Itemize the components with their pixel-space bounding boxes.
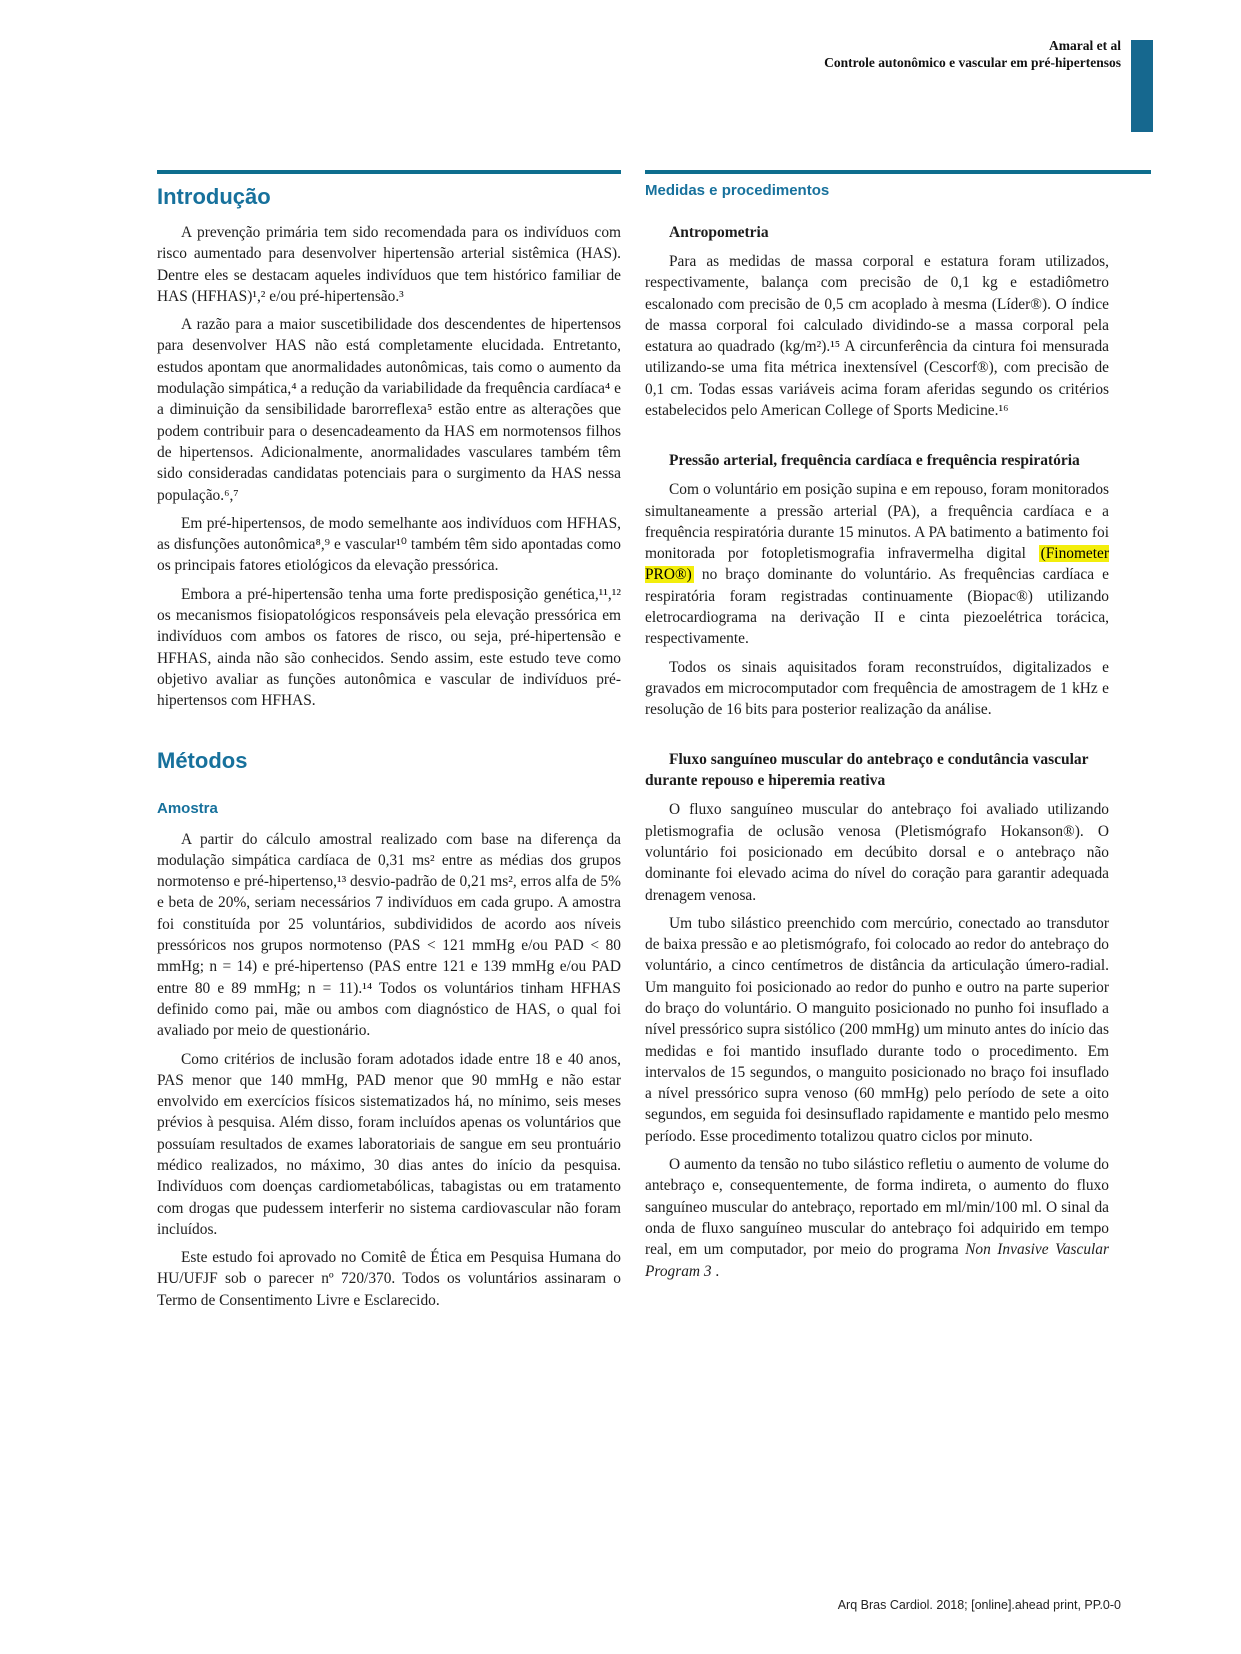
header-running-title: Controle autonômico e vascular em pré-hipertensos [824,55,1121,70]
intro-paragraph-3: Em pré-hipertensos, de modo semelhante aos indivíduos com HFHAS, as disfunções autonômica⁸,⁹ e vascular¹⁰ também têm sido apontadas como os principais fatores etiológicos da elevação pressórica. [157,514,621,575]
program-name-italic: Non Invasive Vascular Program 3 [645,1241,1109,1280]
flow-text-after-italic: . [711,1262,720,1280]
two-column-body [157,170,1109,1318]
right-column [645,170,1109,1318]
bp-text-before-highlight: Com o voluntário em posição supina e em repouso, foram monitorados simultaneamente a pressão arterial (PA), a frequência cardíaca e a frequência respiratória durante 15 minutos. A PA batimento a batimento foi monitorada por fotopletismografia infravermelha digital [645,481,1109,563]
left-column-rule [157,170,621,174]
blood-flow-paragraph-2: Um tubo silástico preenchido com mercúrio, conectado ao transdutor de baixa pressão e ao pletismógrafo, foi colocado ao redor do antebraço do voluntário, a cinco centímetros de distância da articulação úmero-radial. Um manguito foi posicionado ao redor do punho e outro na parte superior do braço do voluntário. O manguito posicionado no punho foi insuflado a nível pressórico supra sistólico (200 mmHg) um minuto antes do início das medidas e foi mantido insuflado durante todo o procedimento. Em intervalos de 15 segundos, o manguito posicionado no braço foi insuflado a nível pressórico supra venoso (60 mmHg) pelo período de sete a oito segundos, em seguida foi desinsuflado rapidamente e mantido pelo mesmo período. Esse procedimento totalizou quatro ciclos por minuto. [645,914,1109,1145]
intro-paragraph-1: A prevenção primária tem sido recomendada para os indivíduos com risco aumentado para desenvolver hipertensão arterial sistêmica (HAS). Dentre eles se destacam aqueles indivíduos que tem histórico familiar de HAS (HFHAS)¹,² e/ou pré-hipertensão.³ [157,224,621,305]
blood-flow-heading: Fluxo sanguíneo muscular do antebraço e condutância vascular durante repouso e hiperemia reativa [645,751,1089,790]
intro-heading: Introdução [157,184,271,209]
anthropometry-heading: Antropometria [669,224,769,241]
footer-citation: Arq Bras Cardiol. 2018; [online].ahead print, PP.0-0 [837,1598,1121,1612]
anthropometry-paragraph: Para as medidas de massa corporal e estatura foram utilizados, respectivamente, balança com precisão de 0,1 kg e estadiômetro escalonado com precisão de 0,5 cm acoplado à mesma (Líder®). O índice de massa corporal foi calculado dividindo-se a massa corporal pela estatura ao quadrado (kg/m²).¹⁵ A circunferência da cintura foi mensurada utilizando-se uma fita métrica inextensível (Cescorf®), com precisão de 0,1 cm. Todas essas variáveis acima foram aferidas segundo os critérios estabelecidos pelo American College of Sports Medicine.¹⁶ [645,252,1109,419]
blood-flow-paragraph-3 [645,1154,1109,1282]
bp-text-after-highlight: no braço dominante do voluntário. As frequências cardíaca e respiratória foram registradas continuamente (Biopac®) utilizando eletrocardiograma na derivação II e cinta piezoelétrica torácica, respectivamente. [645,566,1109,648]
intro-paragraph-2: A razão para a maior suscetibilidade dos descendentes de hipertensos para desenvolver HAS não está completamente elucidada. Entretanto, estudos apontam que anormalidades autonômicas, tais como o aumento da modulação simpática,⁴ a redução da variabilidade da frequência cardíaca⁴ e a diminuição da sensibilidade barorreflexa⁵ estão entre as alterações que podem contribuir para o desencadeamento da HAS em normotensos filhos de hipertensos. Adicionalmente, anormalidades vasculares também têm sido consideradas candidatas potenciais para o surgimento da HAS nessa população.⁶,⁷ [157,316,621,504]
measures-subheading: Medidas e procedimentos [645,182,830,199]
header-authors: Amaral et al [1049,38,1121,53]
right-column-rule [645,170,1151,174]
flow-text-before-italic: O aumento da tensão no tubo silástico refletiu o aumento de volume do antebraço e, consequentemente, de forma indireta, o aumento do fluxo sanguíneo muscular do antebraço, reportado em ml/min/100 ml. O sinal da onda de fluxo sanguíneo muscular do antebraço foi adquirido em tempo real, em um computador, por meio do programa [645,1156,1109,1259]
sample-paragraph-3: Este estudo foi aprovado no Comitê de Ética em Pesquisa Humana do HU/UFJF sob o parecer nº 720/370. Todos os voluntários assinaram o Termo de Consentimento Livre e Esclarecido. [157,1249,621,1309]
blood-pressure-paragraph-2: Todos os sinais aquisitados foram reconstruídos, digitalizados e gravados em microcomputador com frequência de amostragem de 1 kHz e resolução de 16 bits para posterior realização da análise. [645,658,1109,719]
intro-paragraph-4: Embora a pré-hipertensão tenha uma forte predisposição genética,¹¹,¹² os mecanismos fisiopatológicos responsáveis pela elevação pressórica em indivíduos com ambos os fatores de risco, ou seja, pré-hipertensão e HFHAS, ainda não são conhecidos. Sendo assim, este estudo teve como objetivo avaliar as funções autonômica e vascular de indivíduos pré-hipertensos com HFHAS. [157,585,621,710]
highlighted-text: (Finometer PRO®) [645,545,1109,584]
blood-pressure-paragraph-1 [645,479,1109,649]
running-header [824,37,1121,71]
sample-paragraph-1: A partir do cálculo amostral realizado com base na diferença da modulação simpática cardíaca de 0,31 ms² entre as médias dos grupos normotenso e pré-hipertenso,¹³ desvio-padrão de 0,21 ms², erros alfa de 5% e beta de 20%, seriam necessários 7 indivíduos em cada grupo. A amostra foi constituída por 25 voluntários, subdivididos de acordo aos níveis pressóricos nos grupos normotenso (PAS < 121 mmHg e/ou PAD < 80 mmHg; n = 14) e pré-hipertenso (PAS entre 121 e 139 mmHg e/ou PAD entre 80 e 89 mmHg; n = 11).¹⁴ Todos os voluntários tinham HFHAS definido como pai, mãe ou ambos com diagnóstico de HAS, o qual foi avaliado por meio de questionário. [157,830,621,1040]
sample-paragraph-2: Como critérios de inclusão foram adotados idade entre 18 e 40 anos, PAS menor que 140 mmHg, PAD menor que 90 mmHg e não estar envolvido em exercícios físicos sistematizados há, no mínimo, seis meses prévios à pesquisa. Além disso, foram incluídos apenas os voluntários que possuíam resultados de exames laboratoriais de sangue em seu prontuário médico realizados, no máximo, 30 dias antes do início da pesquisa. Indivíduos com doenças cardiometabólicas, tabagistas ou em tratamento com drogas que pudessem interferir no sistema cardiovascular não foram incluídos. [157,1050,621,1238]
left-column [157,170,621,1318]
blood-flow-paragraph-1: O fluxo sanguíneo muscular do antebraço foi avaliado utilizando pletismografia de oclusão venosa (Pletismógrafo Hokanson®). O voluntário foi posicionado em decúbito dorsal e o antebraço não dominante foi elevado acima do nível do coração para garantir adequada drenagem venosa. [645,801,1109,904]
header-accent-bar [1131,40,1153,132]
methods-heading: Métodos [157,747,248,773]
blood-pressure-heading: Pressão arterial, frequência cardíaca e frequência respiratória [669,452,1080,470]
sample-subheading: Amostra [157,799,218,817]
